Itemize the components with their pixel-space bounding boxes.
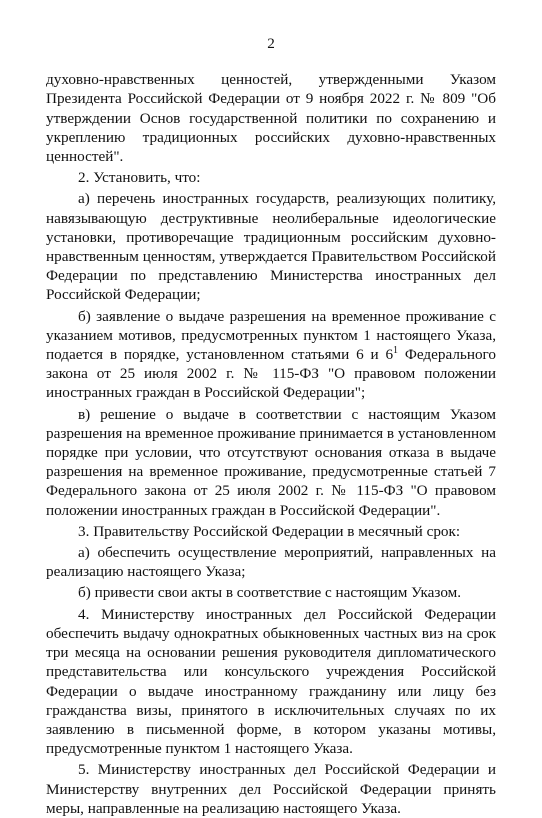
paragraph-item-5: 5. Министерству иностранных дел Российской Федерации и Министерству внутренних дел Российской Федерации принять меры, направленные на реализацию настоящего Указа. xyxy=(46,761,496,817)
paragraph-item-3b: б) привести свои акты в соответствие с настоящим Указом. xyxy=(78,584,462,602)
paragraph-item-2v: в) решение о выдаче в соответствии с настоящим Указом разрешения на временное проживание принимается в установленном порядке при условии, что отсутствуют основания отказа в выдаче разрешения на временное проживание, предусмотренные статьей 7 Федерального закона от 25 июля 2002 г. № 115-ФЗ "О правовом положении иностранных граждан в Российской Федерации". xyxy=(46,405,496,519)
paragraph-item-3a: а) обеспечить осуществление мероприятий, направленных на реализацию настоящего Указа; xyxy=(46,544,496,581)
superscript-1: 1 xyxy=(393,344,399,356)
paragraph-item-4: 4. Министерству иностранных дел Российской Федерации обеспечить выдачу однократных обыкновенных частных виз на срок три месяца на основании решения руководителя дипломатического представительства или консульского учреждения Российской Федерации о выдаче иностранному гражданину или лицу без гражданства визы, принятого в исключительных случаях по их заявлению в письменной форме, в котором указаны мотивы, предусмотренные пунктом 1 настоящего Указа. xyxy=(46,605,496,758)
paragraph-item-3: 3. Правительству Российской Федерации в месячный срок: xyxy=(78,522,461,540)
paragraph-item-2: 2. Установить, что: xyxy=(78,169,201,187)
paragraph-item-2b-text-before: б) заявление о выдаче разрешения на временное проживание с указанием мотивов, предусмотренных пунктом 1 настоящего Указа, подается в порядке, установленном статьями 6 и 6 xyxy=(46,307,496,364)
paragraph-continuation: духовно-нравственных ценностей, утвержденными Указом Президента Российской Федерации от 9 ноября 2022 г. № 809 "Об утверждении Основ государственной политики по сохранению и укреплению традиционных российских духовно-нравственных ценностей". xyxy=(46,71,496,166)
paragraph-item-2a: а) перечень иностранных государств, реализующих политику, навязывающую деструктивные неолиберальные идеологические установки, противоречащие традиционным российским духовно-нравственным ценностям, утверждается Правительством Российской Федерации по представлению Министерства иностранных дел Российской Федерации; xyxy=(46,190,496,304)
paragraph-item-2b-text-after: Федерального закона от 25 июля 2002 г. № 115-ФЗ "О правовом положении иностранных граждан в Российской Федерации"; xyxy=(46,346,497,402)
page-number: 2 xyxy=(267,35,275,52)
paragraph-item-2b xyxy=(46,307,496,403)
